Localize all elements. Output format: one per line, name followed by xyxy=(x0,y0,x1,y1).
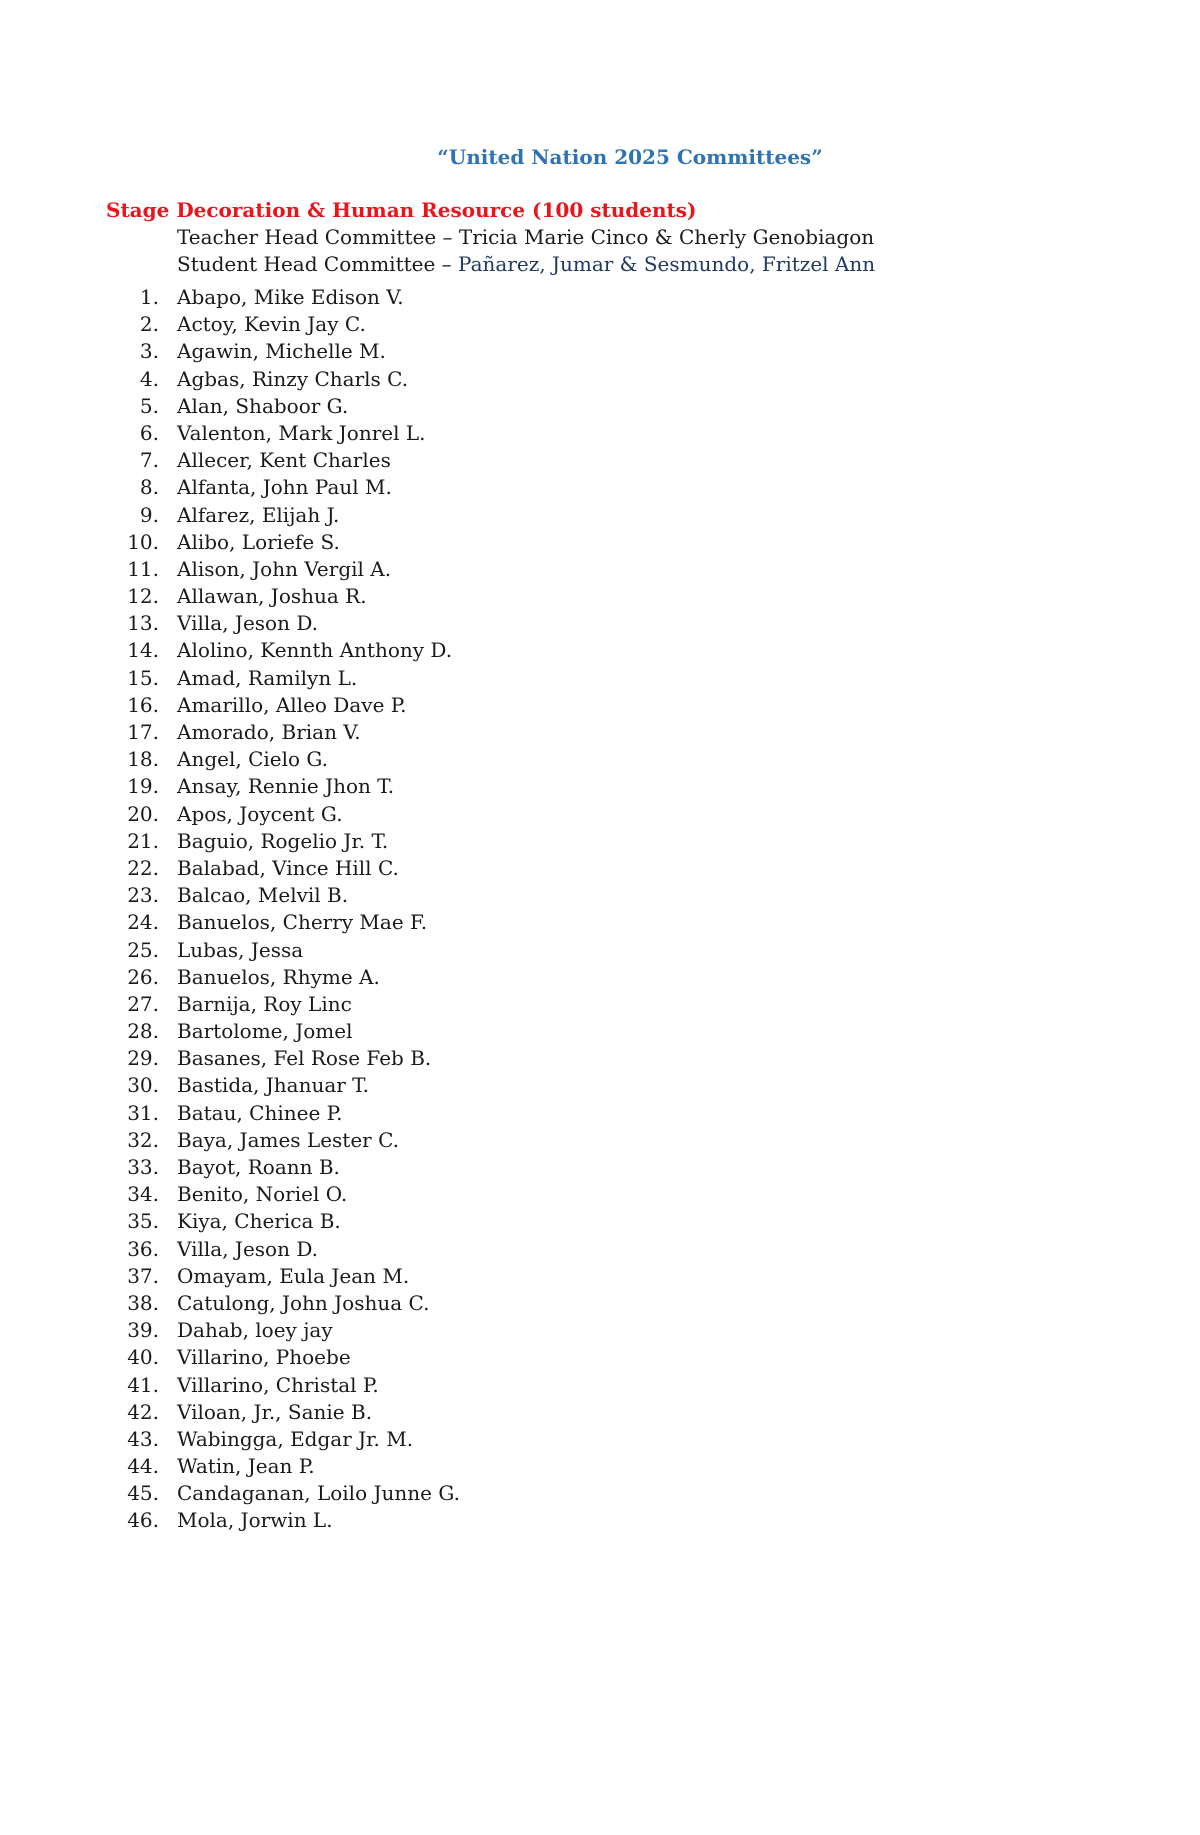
list-item-number: 35. xyxy=(127,1209,159,1234)
list-item-number: 10. xyxy=(127,529,159,554)
teacher-head-line xyxy=(177,224,874,250)
student-name: Amorado, Brian V. xyxy=(177,720,361,744)
list-item-number: 28. xyxy=(127,1019,159,1044)
list-item-number: 26. xyxy=(127,964,159,989)
list-item-number: 19. xyxy=(127,774,159,799)
student-name: Abapo, Mike Edison V. xyxy=(177,285,404,309)
student-name: Benito, Noriel O. xyxy=(177,1182,348,1207)
student-name: Valenton, Mark Jonrel L. xyxy=(177,420,426,445)
list-item-number: 21. xyxy=(127,828,159,853)
teacher-head-names: Tricia Marie Cinco & Cherly Genobiagon xyxy=(458,225,875,249)
student-name: Balcao, Melvil B. xyxy=(177,883,349,908)
student-name: Allecer, Kent Charles xyxy=(177,448,391,473)
list-item-number: 33. xyxy=(127,1155,159,1179)
list-item-number: 17. xyxy=(127,720,159,744)
list-item-number: 7. xyxy=(139,448,159,473)
list-item-number: 23. xyxy=(127,883,159,908)
list-item-number: 39. xyxy=(127,1318,159,1343)
student-name: Agawin, Michelle M. xyxy=(177,339,386,364)
list-item-number: 30. xyxy=(127,1073,159,1098)
list-item-number: 40. xyxy=(127,1345,159,1370)
list-item-number: 44. xyxy=(127,1454,159,1479)
student-name: Alfanta, John Paul M. xyxy=(177,475,392,500)
list-item-number: 5. xyxy=(139,393,159,418)
document-title: “United Nation 2025 Committees” xyxy=(437,145,823,169)
student-name: Alfarez, Elijah J. xyxy=(177,502,340,527)
student-name: Alan, Shaboor G. xyxy=(177,393,349,418)
list-item-number: 11. xyxy=(127,556,159,581)
student-name: Balabad, Vince Hill C. xyxy=(177,855,399,880)
student-name: Villarino, Christal P. xyxy=(177,1372,379,1397)
student-name: Alolino, Kennth Anthony D. xyxy=(177,638,453,663)
student-name: Lubas, Jessa xyxy=(177,937,304,962)
student-name: Villarino, Phoebe xyxy=(177,1345,351,1370)
list-item-number: 43. xyxy=(127,1426,159,1451)
student-name: Angel, Cielo G. xyxy=(177,747,329,772)
list-item-number: 1. xyxy=(139,285,159,309)
student-name: Amad, Ramilyn L. xyxy=(177,665,358,690)
list-item-number: 20. xyxy=(127,801,159,826)
student-name: Baya, James Lester C. xyxy=(177,1127,400,1152)
student-name: Alibo, Loriefe S. xyxy=(177,529,340,554)
student-head-names: Pañarez, Jumar & Sesmundo, Fritzel Ann xyxy=(458,252,876,276)
list-item-number: 36. xyxy=(127,1236,159,1261)
student-name: Viloan, Jr., Sanie B. xyxy=(177,1399,373,1424)
list-item-number: 27. xyxy=(127,991,159,1016)
list-item-number: 6. xyxy=(139,420,159,445)
list-item-number: 14. xyxy=(127,638,159,663)
student-name: Wabingga, Edgar Jr. M. xyxy=(177,1426,414,1451)
student-name: Catulong, John Joshua C. xyxy=(177,1290,430,1315)
list-item-number: 34. xyxy=(127,1182,159,1207)
list-item-number: 46. xyxy=(127,1508,159,1533)
student-name: Alison, John Vergil A. xyxy=(177,556,392,581)
list-item-number: 22. xyxy=(127,855,159,880)
student-name: Batau, Chinee P. xyxy=(177,1100,343,1125)
list-item-number: 15. xyxy=(127,665,159,690)
student-name: Allawan, Joshua R. xyxy=(177,584,367,609)
list-item-number: 9. xyxy=(139,502,159,527)
list-item-number: 45. xyxy=(127,1481,159,1506)
student-name: Candaganan, Loilo Junne G. xyxy=(177,1481,460,1506)
student-name: Banuelos, Rhyme A. xyxy=(177,964,380,989)
student-name: Dahab, loey jay xyxy=(177,1318,333,1343)
section-heading: Stage Decoration & Human Resource (100 students) xyxy=(106,198,697,222)
student-name: Watin, Jean P. xyxy=(177,1454,315,1479)
student-name: Kiya, Cherica B. xyxy=(177,1209,341,1234)
student-name: Omayam, Eula Jean M. xyxy=(177,1263,410,1288)
list-item-number: 16. xyxy=(127,692,159,717)
student-name: Basanes, Fel Rose Feb B. xyxy=(177,1046,432,1071)
list-item-number: 8. xyxy=(139,475,159,500)
student-name: Baguio, Rogelio Jr. T. xyxy=(177,828,389,853)
student-name: Bayot, Roann B. xyxy=(177,1155,340,1179)
list-item-number: 18. xyxy=(127,747,159,772)
list-item-number: 38. xyxy=(127,1290,159,1315)
student-name: Bartolome, Jomel xyxy=(177,1019,353,1044)
student-name: Villa, Jeson D. xyxy=(177,611,318,636)
list-item-number: 32. xyxy=(127,1127,159,1152)
list-item-number: 42. xyxy=(127,1399,159,1424)
student-head-line xyxy=(177,251,875,277)
list-item-number: 25. xyxy=(127,937,159,962)
list-item-number: 29. xyxy=(127,1046,159,1071)
list-item-number: 41. xyxy=(127,1372,159,1397)
student-name: Agbas, Rinzy Charls C. xyxy=(177,366,409,391)
list-item-number: 37. xyxy=(127,1263,159,1288)
list-item-number: 31. xyxy=(127,1100,159,1125)
list-item-number: 2. xyxy=(139,312,159,337)
list-item-number: 4. xyxy=(139,366,159,391)
student-name: Mola, Jorwin L. xyxy=(177,1508,333,1533)
teacher-head-label: Teacher Head Committee – xyxy=(177,225,459,249)
list-item-number: 3. xyxy=(139,339,159,364)
student-name: Villa, Jeson D. xyxy=(177,1236,318,1261)
student-name: Apos, Joycent G. xyxy=(177,801,343,826)
student-name: Amarillo, Alleo Dave P. xyxy=(177,692,407,717)
student-name: Banuelos, Cherry Mae F. xyxy=(177,910,428,935)
student-name: Actoy, Kevin Jay C. xyxy=(177,312,366,337)
student-head-label: Student Head Committee – xyxy=(177,252,459,276)
list-item-number: 12. xyxy=(127,584,159,609)
student-name: Bastida, Jhanuar T. xyxy=(177,1073,369,1098)
list-item-number: 13. xyxy=(127,611,159,636)
student-name: Barnija, Roy Linc xyxy=(177,991,352,1016)
list-item-number: 24. xyxy=(127,910,159,935)
student-name: Ansay, Rennie Jhon T. xyxy=(177,774,395,799)
